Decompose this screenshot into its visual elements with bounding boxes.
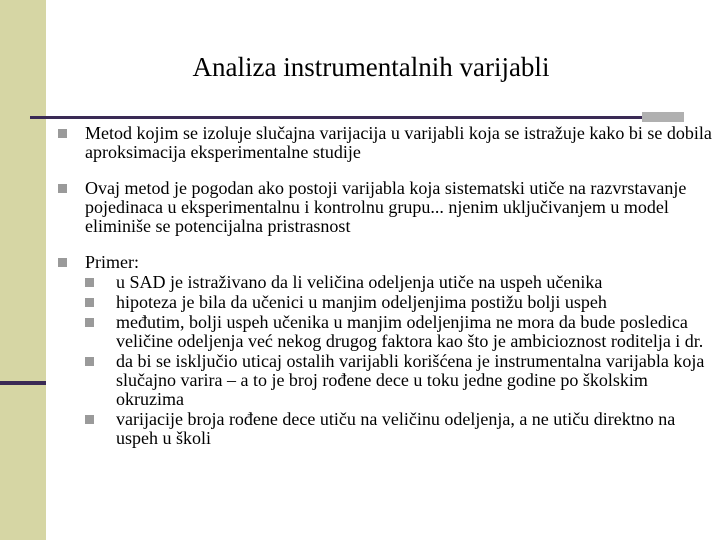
- bullet-item: [58, 179, 718, 236]
- left-decorative-band: [0, 0, 46, 540]
- slide-title: Analiza instrumentalnih varijabli: [192, 52, 550, 82]
- square-bullet-icon: [85, 298, 94, 307]
- square-bullet-icon: [58, 129, 67, 138]
- sub-bullet-item: [85, 273, 718, 292]
- sub-bullet-text: međutim, bolji uspeh učenika u manjim odeljenjima ne mora da bude posledica veličine odeljenja već nekog drugog faktora kao što je ambicioznost roditelja i dr.: [116, 312, 704, 351]
- sub-bullet-list: [85, 273, 718, 448]
- square-bullet-icon: [58, 184, 67, 193]
- sub-bullet-item: [85, 313, 718, 351]
- title-underline-accent: [642, 112, 684, 122]
- square-bullet-icon: [85, 415, 94, 424]
- sub-bullet-text: u SAD je istraživano da li veličina odeljenja utiče na uspeh učenika: [116, 272, 603, 292]
- title-underline: [30, 116, 642, 119]
- sub-bullet-item: [85, 410, 718, 448]
- bullet-text: Ovaj metod je pogodan ako postoji varijabla koja sistematski utiče na razvrstavanje pojedinaca u eksperimentalnu i kontrolnu grupu... njenim uključivanjem u model eliminiše se potencijalna pristrasnost: [85, 178, 687, 236]
- bullet-item: [58, 253, 718, 448]
- square-bullet-icon: [58, 258, 67, 267]
- square-bullet-icon: [85, 318, 94, 327]
- square-bullet-icon: [85, 278, 94, 287]
- sub-bullet-item: [85, 352, 718, 409]
- sub-bullet-text: hipoteza je bila da učenici u manjim odeljenjima postižu bolji uspeh: [116, 292, 607, 312]
- bullet-list: [58, 124, 718, 465]
- square-bullet-icon: [85, 357, 94, 366]
- left-band-accent-line: [0, 381, 46, 385]
- bullet-text: Metod kojim se izoluje slučajna varijacija u varijabli koja se istražuje kako bi se dobila aproksimacija eksperimentalne studije: [85, 123, 712, 162]
- sub-bullet-item: [85, 293, 718, 312]
- sub-bullet-text: da bi se isključio uticaj ostalih varijabli korišćena je instrumentalna varijabla koja slučajno varira – a to je broj rođene dece u toku jedne godine po školskim okruzima: [116, 351, 705, 409]
- sub-bullet-text: varijacije broja rođene dece utiču na veličinu odeljenja, a ne utiču direktno na uspeh u školi: [116, 409, 676, 448]
- bullet-item: [58, 124, 718, 162]
- bullet-text: Primer:: [85, 252, 139, 272]
